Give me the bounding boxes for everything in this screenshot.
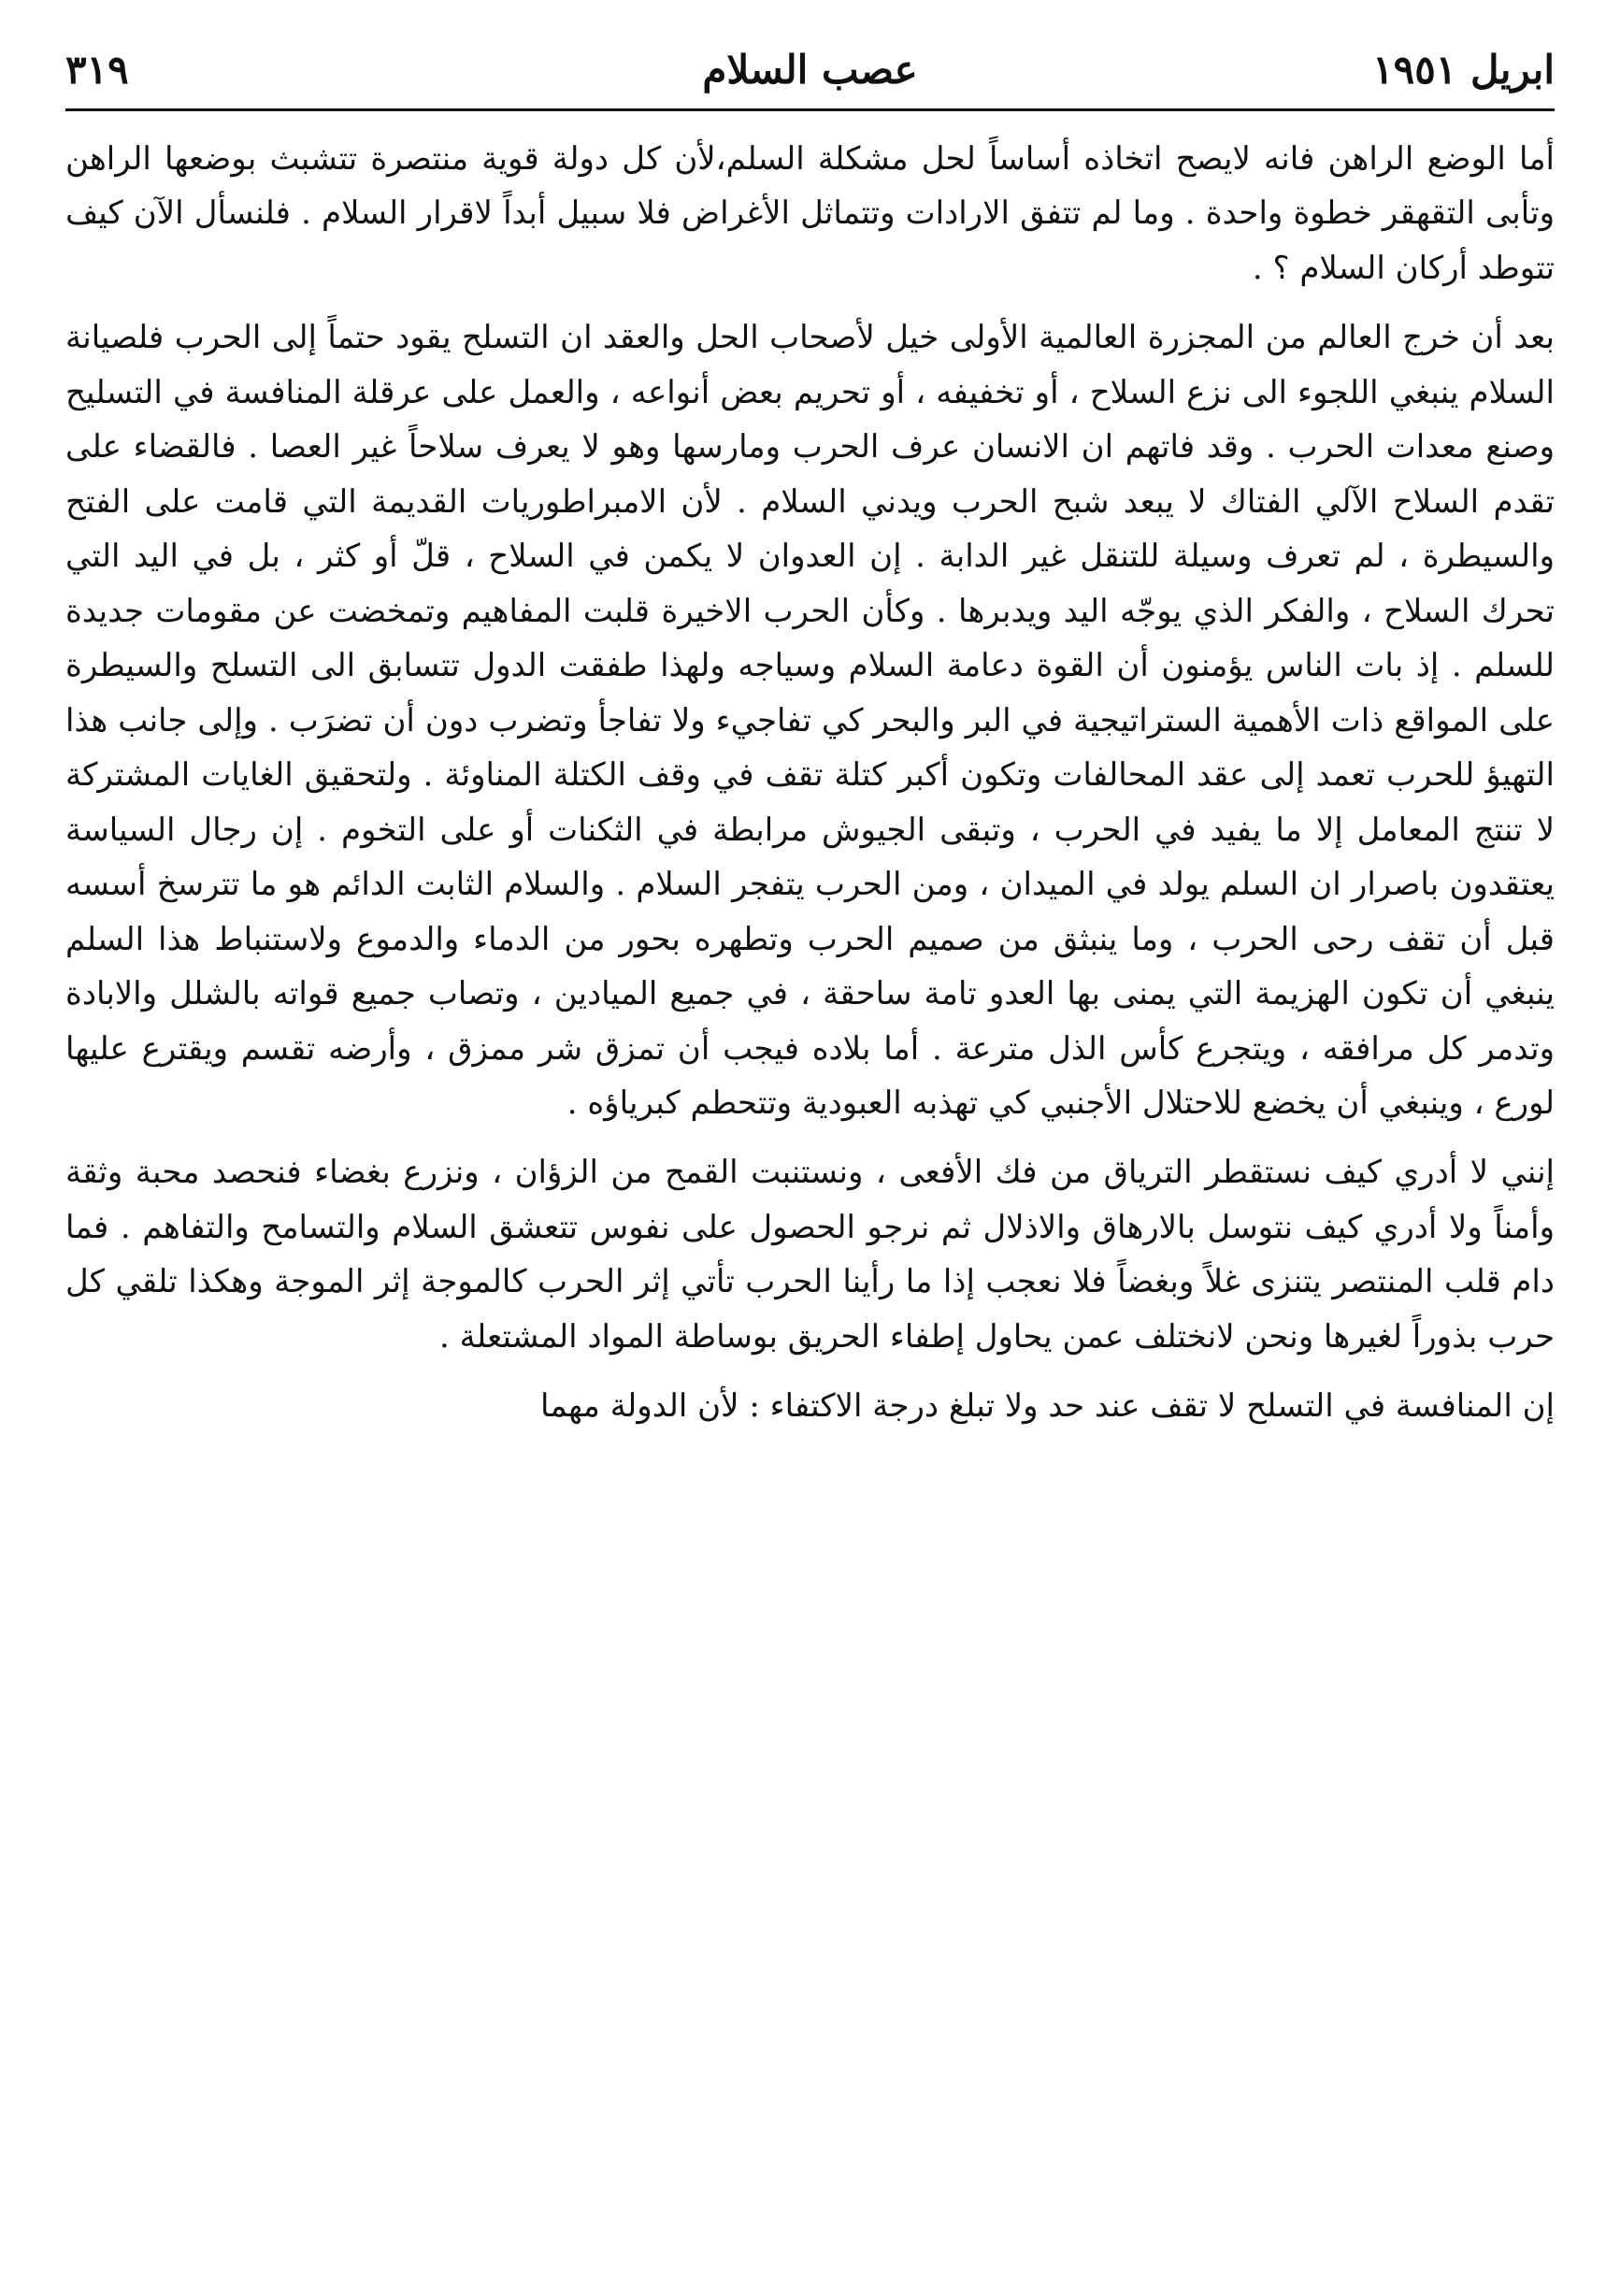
paragraph: بعد أن خرج العالم من المجزرة العالمية الأولى خيل لأصحاب الحل والعقد ان التسلح يقود حتماً إلى الحرب فلصيانة السلام ينبغي اللجوء الى نزع السلاح ، أو تخفيفه ، أو تحريم بعض أنواعه ، والعمل على عرقلة المنافسة في التسليح وصنع معدات الحرب . وقد فاتهم ان الانسان عرف الحرب ومارسها وهو لا يعرف سلاحاً غير العصا . فالقضاء على تقدم السلاح الآلي الفتاك لا يبعد شبح الحرب ويدني السلام . لأن الامبراطوريات القديمة التي قامت على الفتح والسيطرة ، لم تعرف وسيلة للتنقل غير الدابة . إن العدوان لا يكمن في السلاح ، قلّ أو كثر ، بل في اليد التي تحرك السلاح ، والفكر الذي يوجّه اليد ويدبرها . وكأن الحرب الاخيرة قلبت المفاهيم وتمخضت عن مقومات جديدة للسلم . إذ بات الناس يؤمنون أن القوة دعامة السلام وسياجه ولهذا طفقت الدول تتسابق الى التسلح والسيطرة على المواقع ذات الأهمية الستراتيجية في البر والبحر كي تفاجيء ولا تفاجأ وتضرب دون أن تضرَب . وإلى جانب هذا التهيؤ للحرب تعمد إلى عقد المحالفات وتكون أكبر كتلة تقف في وقف الكتلة المناوئة . ولتحقيق الغايات المشتركة لا تنتج المعامل إلا ما يفيد في الحرب ، وتبقى الجيوش مرابطة في الثكنات أو على التخوم . إن رجال السياسة يعتقدون باصرار ان السلم يولد في الميدان ، ومن الحرب يتفجر السلام . والسلام الثابت الدائم هو ما تترسخ أسسه قبل أن تقف رحى الحرب ، وما ينبثق من صميم الحرب وتطهره بحور من الدماء والدموع ولاستنباط هذا السلم ينبغي أن تكون الهزيمة التي يمنى بها العدو تامة ساحقة ، في جميع الميادين ، وتصاب جميع قواته بالشلل والابادة وتدمر كل مرافقه ، ويتجرع كأس الذل مترعة . أما بلاده فيجب أن تمزق شر ممزق ، وأرضه تقسم ويقترع عليها لورع ، وينبغي أن يخضع للاحتلال الأجنبي كي تهذبه العبودية وتتحطم كبرياؤه . [65,319,1555,1122]
header-rule [65,108,1555,111]
paragraph: إنني لا أدري كيف نستقطر الترياق من فك الأفعى ، ونستنبت القمح من الزؤان ، ونزرع بغضاء فنحصد محبة وثقة وأمناً ولا أدري كيف نتوسل بالارهاق والاذلال ثم نرجو الحصول على نفوس تتعشق السلام والتسامح والتفاهم . فما دام قلب المنتصر يتنزى غلاً وبغضاً فلا نعجب إذا ما رأينا الحرب تأتي إثر الحرب كالموجة إثر الموجة وهكذا تلقي كل حرب بذوراً لغيرها ونحن لانختلف عمن يحاول إطفاء الحريق بوساطة المواد المشتعلة . [65,1154,1555,1356]
page-number: ٣١٩ [65,47,129,93]
running-header [65,37,1555,103]
article-body [65,132,1555,1434]
paragraph: إن المنافسة في التسلح لا تقف عند حد ولا تبلغ درجة الاكتفاء : لأن الدولة مهما [539,1387,1555,1426]
header-date: ابريل ١٩٥١ [1372,47,1555,93]
header-title: عصب السلام [702,47,918,93]
book-page [65,37,1555,2272]
paragraph: أما الوضع الراهن فانه لايصح اتخاذه أساساً لحل مشكلة السلم،لأن كل دولة قوية منتصرة تتشبث بوضعها الراهن وتأبى التقهقر خطوة واحدة . وما لم تتفق الارادات وتتماثل الأغراض فلا سبيل أبداً لاقرار السلام . فلنسأل الآن كيف تتوطد أركان السلام ؟ . [65,140,1555,287]
